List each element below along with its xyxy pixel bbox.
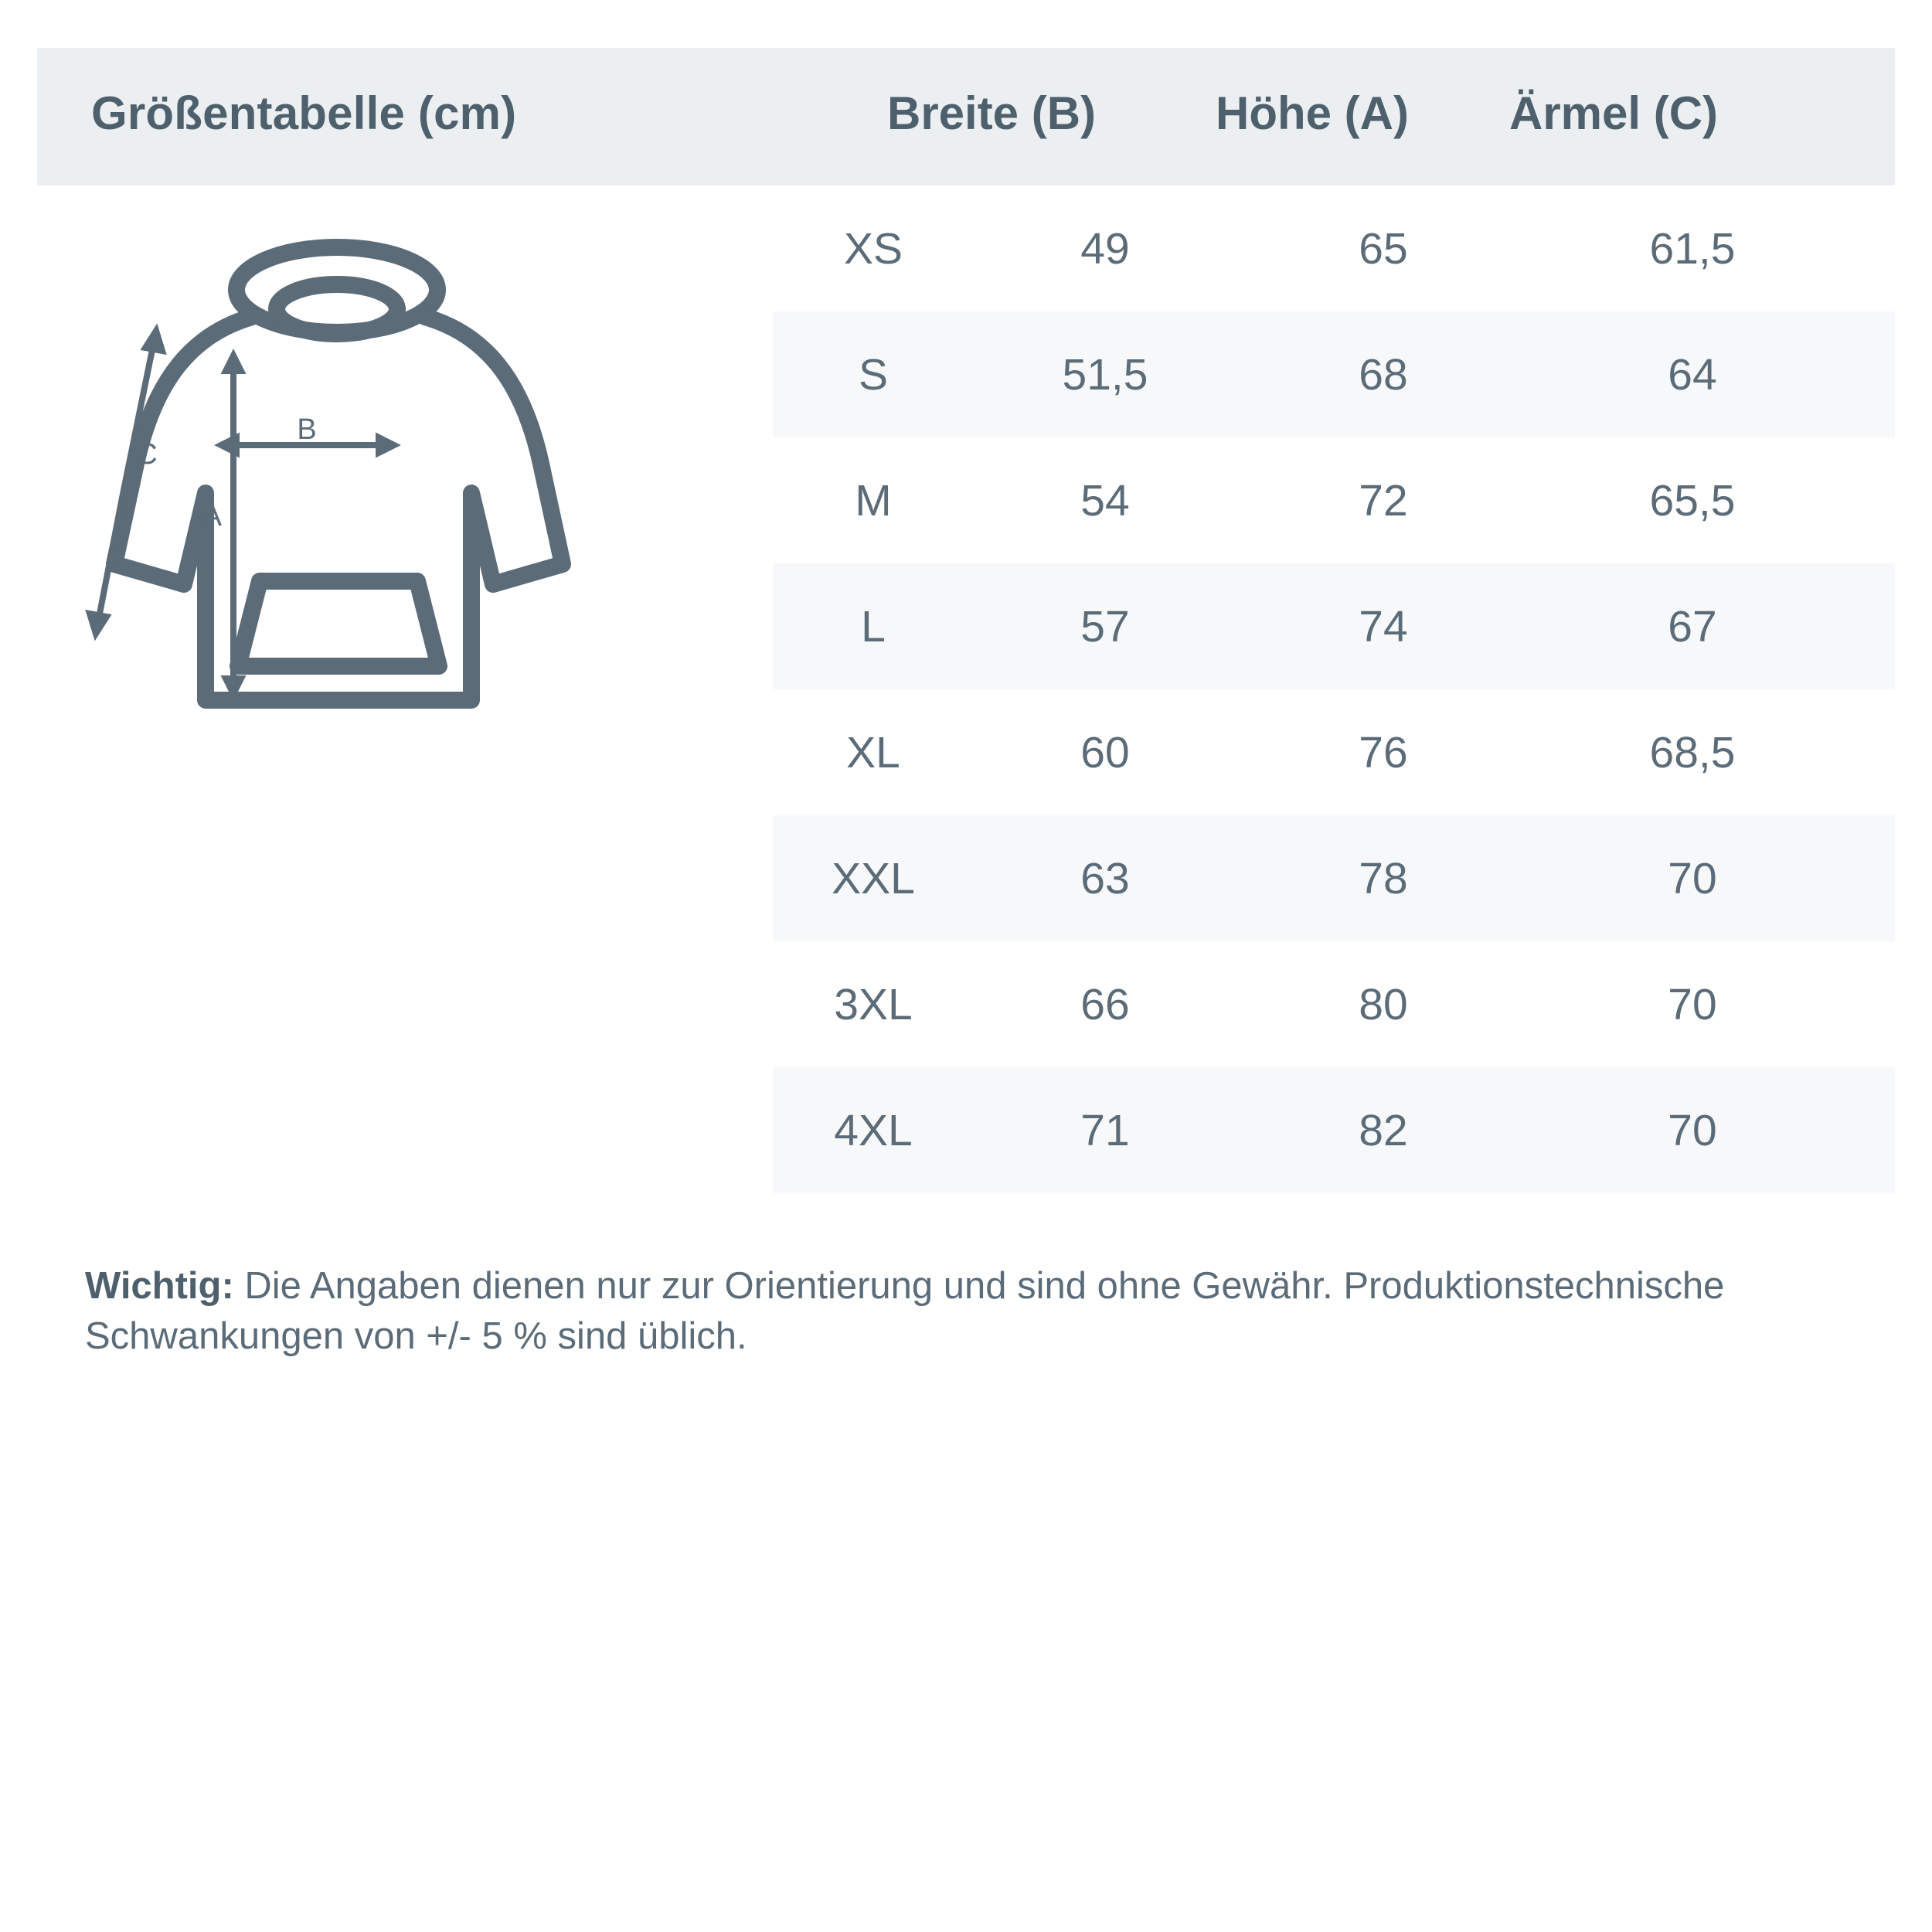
dimension-c-arrow [90, 331, 162, 634]
cell-size: 4XL [834, 1105, 913, 1155]
cell-sleeve: 70 [1668, 979, 1717, 1029]
table-row [773, 311, 1895, 437]
cell-size: XS [843, 223, 903, 274]
cell-sleeve: 65,5 [1649, 475, 1736, 526]
dimension-c-label: C [136, 438, 158, 471]
dimension-a-label: A [202, 500, 222, 532]
table-row [773, 437, 1895, 563]
cell-size: L [861, 601, 886, 651]
disclaimer-text: Die Angaben dienen nur zur Orientierung und sind ohne Gewähr. Produktionstechnische Schwankungen von +/- 5 % sind üblich. [85, 1265, 1725, 1357]
cell-sleeve: 64 [1668, 349, 1717, 400]
cell-width: 49 [1080, 223, 1130, 274]
cell-size: M [855, 475, 892, 526]
table-header-band [37, 48, 1895, 185]
table-row [773, 1067, 1895, 1193]
hoodie-outline-icon [114, 247, 563, 700]
table-row [773, 689, 1895, 815]
page-title: Größentabelle (cm) [91, 87, 517, 139]
cell-height: 74 [1359, 601, 1408, 651]
hoodie-measurement-illustration [70, 232, 750, 804]
cell-height: 78 [1359, 853, 1408, 903]
cell-width: 71 [1080, 1105, 1130, 1155]
disclaimer-note [85, 1261, 1862, 1361]
cell-sleeve: 61,5 [1649, 223, 1736, 274]
cell-size: 3XL [834, 979, 913, 1029]
column-header-sleeve: Ärmel (C) [1509, 87, 1719, 139]
cell-size: S [858, 349, 889, 400]
cell-height: 65 [1359, 223, 1408, 274]
cell-width: 51,5 [1062, 349, 1148, 400]
column-header-width: Breite (B) [886, 87, 1097, 139]
size-table [773, 185, 1895, 1193]
cell-sleeve: 67 [1668, 601, 1717, 651]
cell-size: XXL [832, 853, 915, 903]
cell-sleeve: 70 [1668, 1105, 1717, 1155]
cell-size: XL [846, 727, 900, 777]
cell-sleeve: 70 [1668, 853, 1717, 903]
table-row [773, 941, 1895, 1067]
cell-height: 68 [1359, 349, 1408, 400]
cell-width: 63 [1080, 853, 1130, 903]
table-row [773, 563, 1895, 689]
cell-height: 80 [1359, 979, 1408, 1029]
dimension-b-label: B [297, 413, 317, 446]
column-header-height: Höhe (A) [1216, 87, 1409, 139]
cell-width: 66 [1080, 979, 1130, 1029]
disclaimer-emphasis: Wichtig: [85, 1265, 234, 1307]
column-headers [810, 87, 1907, 140]
cell-width: 54 [1080, 475, 1130, 526]
cell-height: 72 [1359, 475, 1408, 526]
table-row [773, 815, 1895, 941]
table-row [773, 185, 1895, 311]
cell-height: 76 [1359, 727, 1408, 777]
cell-sleeve: 68,5 [1649, 727, 1736, 777]
cell-height: 82 [1359, 1105, 1408, 1155]
cell-width: 57 [1080, 601, 1130, 651]
cell-width: 60 [1080, 727, 1130, 777]
